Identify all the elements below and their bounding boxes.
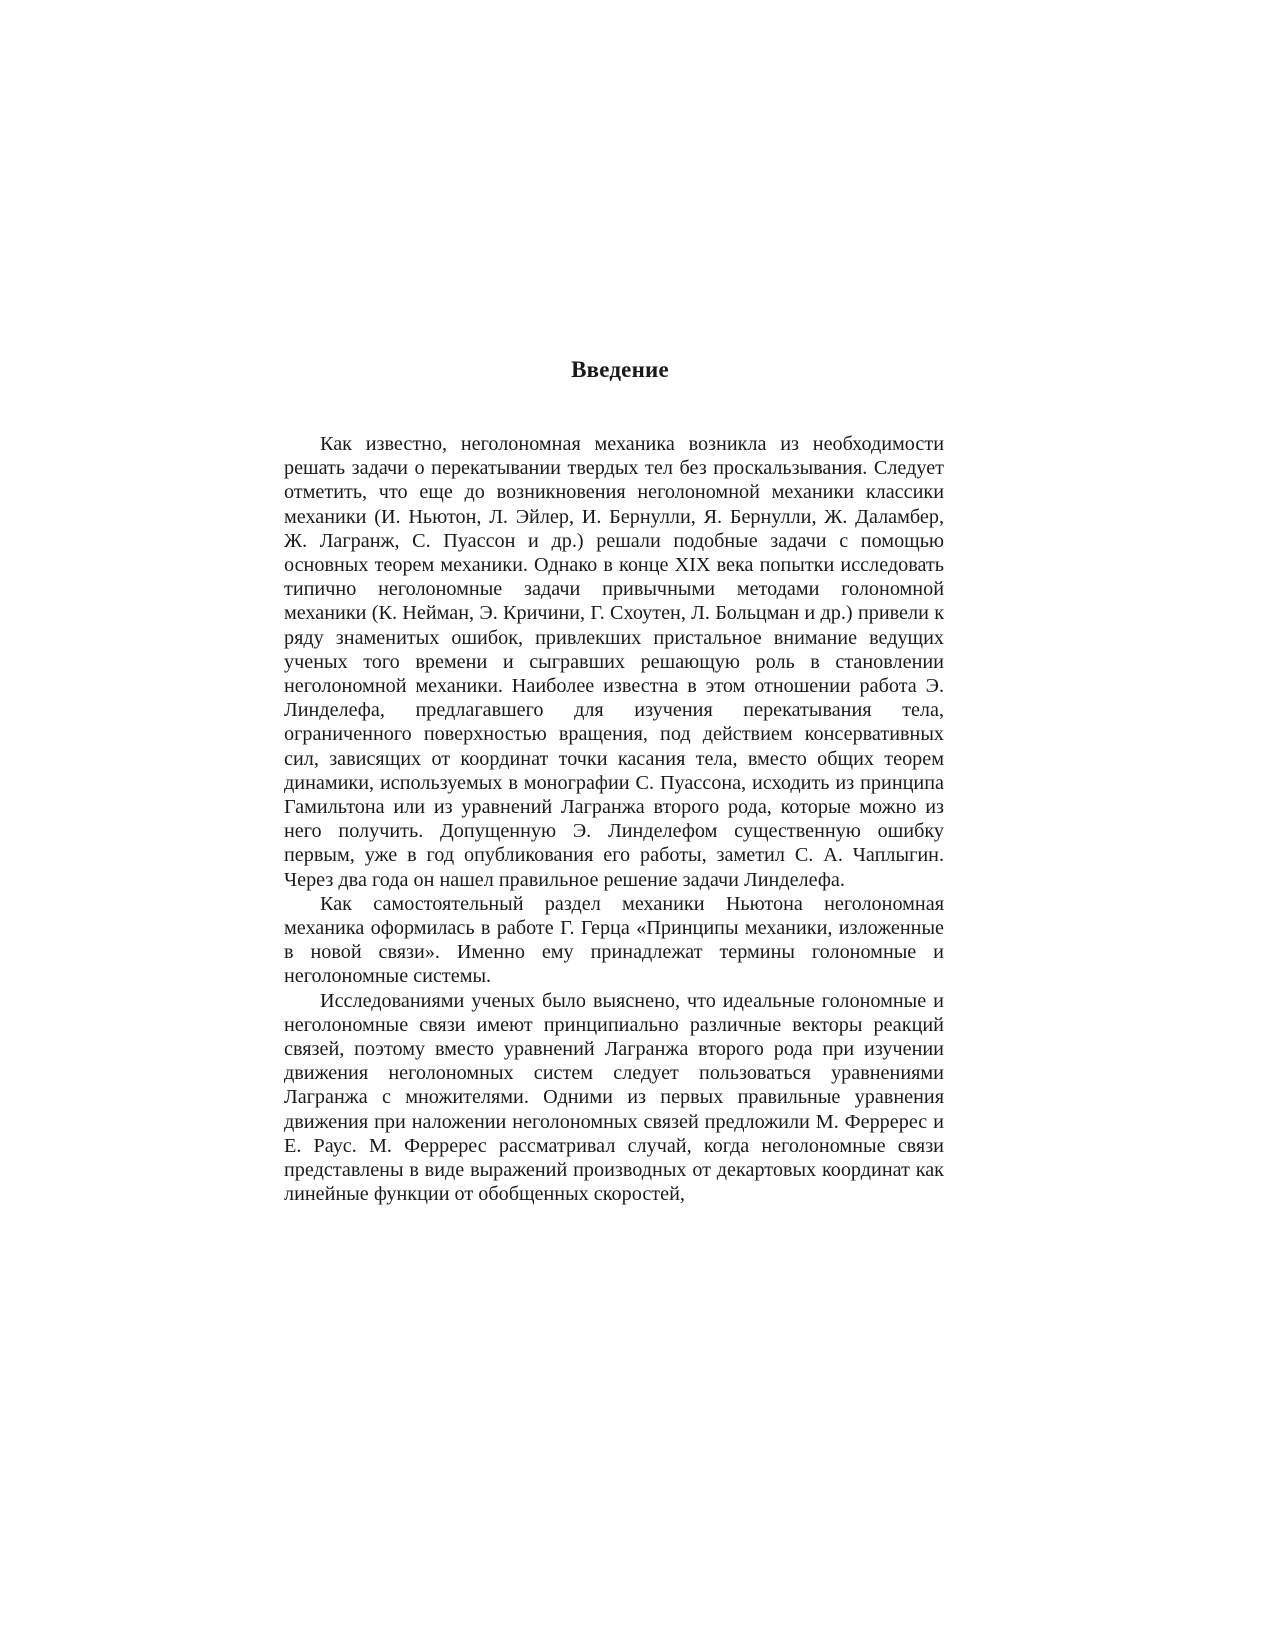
paragraph: Как известно, неголономная механика возникла из необходимости решать задачи о перекатывании твердых тел без проскальзывания. Следует отметить, что еще до возникновения неголономной механики классики механики (И. Ньютон, Л. Эйлер, И. Бернулли, Я. Бернулли, Ж. Даламбер, Ж. Лагранж, С. Пуассон и др.) решали подобные задачи с помощью основных теорем механики. Однако в конце XIX века попытки исследовать типично неголономные задачи привычными методами голономной механики (К. Нейман, Э. Кричини, Г. Схоутен, Л. Больцман и др.) привели к ряду знаменитых ошибок, привлекших пристальное внимание ведущих ученых того времени и сыгравших решающую роль в становлении неголономной механики. Наиболее известна в этом отношении работа Э. Линделефа, предлагавшего для изучения перекатывания тела, ограниченного поверхностью вращения, под действием консервативных сил, зависящих от координат точки касания тела, вместо общих теорем динамики, используемых в монографии С. Пуассона, исходить из принципа Гамильтона или из уравнений Лагранжа второго рода, которые можно из него получить. Допущенную Э. Линделефом существенную ошибку первым, уже в год опубликования его работы, заметил С. А. Чаплыгин. Через два года он нашел правильное решение задачи Линделефа. (284, 433, 944, 891)
paragraph: Исследованиями ученых было выяснено, что идеальные голономные и неголономные связи имеют принципиально различные векторы реакций связей, поэтому вместо уравнений Лагранжа второго рода при изучении движения неголономных систем следует пользоваться уравнениями Лагранжа с множителями. Одними из первых правильные уравнения движения при наложении неголономных связей предложили М. Ферререс и Е. Раус. М. Ферререс рассматривал случай, когда неголономные связи представлены в виде выражений производных от декартовых координат как линейные функции от обобщенных скоростей, (284, 989, 944, 1206)
page-title: Введение (571, 357, 669, 382)
paragraph: Как самостоятельный раздел механики Ньютона неголономная механика оформилась в работе Г. Герца «Принципы механики, изложенные в новой связи». Именно ему принадлежат термины голономные и неголономные системы. (284, 892, 944, 988)
body-text (284, 432, 944, 1207)
